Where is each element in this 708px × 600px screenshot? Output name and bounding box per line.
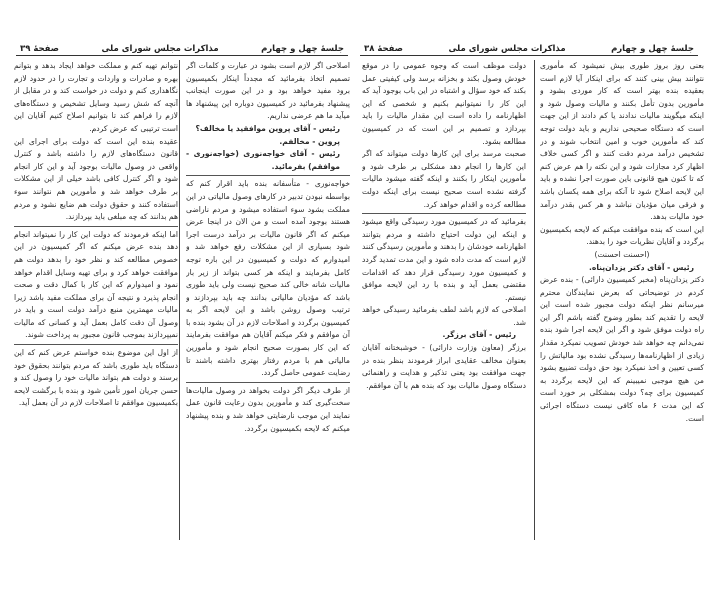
paragraph: دولت موظف است که وجوه عمومی را در موقع خودش وصول بکند و بخزانه برسد ولی کیفیتی عمل بکند که خود سؤال و اشتباه در این باب بوجود آید که این کار را نمیتوانیم بکنیم و شخصی که این اظهارنامه را داده است این مقدار مالیات را باید بپردازد و تصمیم بر این است که در کمیسیون مطالعه بشود. (362, 61, 526, 146)
paragraph: (احسنت احسنت) (594, 249, 650, 259)
page-number: صفحهٔ ۳۸ (364, 44, 403, 54)
right-page (354, 0, 708, 600)
paragraph: عقیده بنده این است که دولت برای اجرای این قانون دستگاه‌های لازم را داشته باشد و کنترل واقعی در وصول مالیات بوجود آید و این کار انجام شود و اگر کنترل کافی باشد خیلی از این مشکلات بر طرف خواهد شد و مأمورین هم نتوانند سوء استفاده کنند و حقوق دولت هم ضایع نشود و مردم هم بدانند که چه مبلغی باید بپردازند. (14, 136, 178, 222)
session-title: جلسهٔ چهل و چهارم (261, 44, 344, 54)
paragraph: این است که بنده موافقت میکنم که لایحه بکمیسیون برگردد و آقایان نظریات خود را بدهند. (540, 224, 704, 247)
section-rule (186, 175, 350, 176)
paragraph: خواجه‌نوری - متأسفانه بنده باید اقرار کنم که بواسطه نبودن تدبیر در کارهای وصول مالیاتی در این مملکت بشود سوء استفاده میشود و مردم ناراضی هستند بوجود آمده است و من الان در اینجا عرض میکنم که اگر قانون مالیات بر درآمد درست اجرا شود بسیاری از این مشکلات رفع خواهد شد و امیدوارم که دولت و کمیسیون در این باره توجه کامل بفرمایند و اینکه هر کسی بتواند از زیر بار مالیات شانه خالی کند صحیح نیست ولی باید طوری باشد که مؤدیان مالیاتی بدانند چه باید بپردازند و ترتیب وصول روشن باشد و این لایحه اگر به کمیسیون برگردد و اصلاحات لازم در آن بشود بنده با آن موافقم و فکر میکنم آقایان هم موافقت بفرمایند که این کار بصورت صحیح انجام شود و مأمورین مالیاتی هم با مردم رفتار بهتری داشته باشند تا رضایت عمومی حاصل گردد. (186, 179, 350, 378)
column-divider (179, 60, 180, 540)
paragraph: بفرمائید که در کمیسیون مورد رسیدگی واقع میشود و اینکه این دولت احتیاج داشته و مردم بتوانند اظهارنامه خودشان را بدهند و مأمورین رسیدگی کنند لازم است که مدت داده شود و این مدت تمدید گردد و کمیسیون مورد رسیدگی قرار دهد که اقدامات مقتضی بعمل آید و بنده با رد این لایحه موافق نیستم. (362, 217, 526, 302)
paragraph: اصلاحی اگر لازم است بشود در عبارت و کلمات اگر تصمیم اتخاذ بفرمائید که مجدداً اینکار بکمیسیون برود مفید خواهد بود و در این صورت اینجانب پیشنهاد بفرمائید در کمیسیون دوباره این پیشنهاد ها میآید ما هم عرضی نداریم. (186, 61, 350, 121)
speaker-line: رئیس - آقای برزگر. (442, 330, 516, 340)
text-column-right (186, 60, 350, 580)
speaker-line: رئیس - آقای خواجه‌نوری (خواجه‌نوری - موافقم) بفرمائید. (186, 149, 340, 171)
paragraph: از اول این موضوع بنده خواستم عرض کنم که این دستگاه باید طوری باشد که مردم بتوانند بحقوق خود برسند و دولت هم بتواند مالیات خود را وصول کند و حسن جریان امور تأمین شود و بنده با برگشت لایحه بکمیسیون موافقم تا اصلاحات لازم در آن بعمل آید. (14, 348, 178, 408)
section-rule (14, 344, 178, 345)
paragraph: از طرف دیگر اگر دولت بخواهد در وصول مالیات‌ها سخت‌گیری کند و مأمورین بدون رعایت قانون عمل نمایند این موجب نارضایتی خواهد شد و بنده پیشنهاد میکنم که لایحه بکمیسیون برگردد. (186, 385, 350, 433)
column-divider (534, 60, 535, 540)
paragraph: صحبت مرسد برای این کارها دولت میتواند که اگر این کارها را انجام دهد مشکلی بر طرف شود و مأمورین اینکار را بکنند و اینکه گفته میشود مالیات گرفته نشده است صحیح نیست برای اینکه دولت مطالعه کرده و اقدام خواهد کرد. (362, 149, 526, 209)
publication-title: مذاکرات مجلس شورای ملی (101, 44, 219, 54)
paragraph: نتوانم تهیه کنم و مملکت خواهد ایجاد بدهد و بتوانم بهره و صادرات و واردات و تجارت را در حدود لازم نگاهداری کنم و دولت در خواست کند و در مقابل از آنچه که شش رسید وسایل تشخیص و دستگاه‌های لازم را فراهم کند تا بتوانیم اصلاح کنیم آقایان این است ترتیبی که عرض کردم. (14, 61, 178, 133)
paragraph: برزگر (معاون وزارت دارائی) - خوشبختانه آقایان بعنوان مخالف عقایدی ابراز فرمودند بنظر بنده در جهت موافقت بود یعنی تذکیر و هدایت و راهنمائی دستگاه وصول مالیات بود که بنده هم با آن موافقم. (362, 343, 526, 390)
text-column-left (362, 60, 526, 580)
page-header (360, 40, 698, 56)
paragraph: بعنی روز بروز طوری بیش نمیشود که مأموری نتوانند بیش بینی کنند که برای اینکار آیا لازم است بعقیده بنده بهتر است که کار موردی بشود و مأمورین بدون تأمل بکنند و مالیات وصول شود و اینکه میگویند مالیات ندادند یا کم دادند از این جهت است که دستگاه صحیحی نداریم و باید دولت توجه کند که مأمورین خوب و امین انتخاب شوند و در تشخیص درآمد مردم دقت کنند و اگر کسی خلاف اظهار کرد مجازات شود و این نکته را هم عرض کنم که تا کنون هیچ قانونی باین صورت اجرا نشده و باید این لایحه اصلاح شود تا آنکه برای همه یکسان باشد و فرقی میان مؤدیان نباشد و هر کس بقدر درآمد خود مالیات بدهد. (540, 61, 704, 222)
section-rule (186, 382, 350, 383)
paragraph: اصلاحی که لازم باشد لطف بفرمائید رسیدگی خواهد شد. (362, 305, 526, 327)
publication-title: مذاکرات مجلس شورای ملی (448, 44, 566, 54)
speaker-line: رئیس - آقای پروین موافقید یا مخالف؟ (195, 123, 340, 133)
session-title: جلسهٔ چهل و چهارم (611, 44, 694, 54)
text-column-right (540, 60, 704, 580)
section-rule (362, 213, 526, 214)
page-header (16, 40, 348, 56)
section-rule (14, 226, 178, 227)
text-column-left (14, 60, 178, 580)
speaker-line: رئیس - آقای دکتر یزدان‌پناه. (588, 262, 694, 272)
paragraph: اما اینکه فرمودند که دولت این کار را نمیتواند انجام دهد بنده عرض میکنم که اگر کمیسیون در این خصوص مطالعه کند و نظر خود را بدهد دولت هم موافقت خواهد کرد و برای تهیه وسایل اقدام خواهد نمود و امیدوارم که این کار با کمال دقت و صحت انجام پذیرد و نتیجه آن برای مملکت مفید باشد زیرا مالیات مهمترین منبع درآمد دولت است و باید در وصول آن دقت کامل بعمل آید و کسانی که مالیات نمیپردازند بموجب قانون مجبور به پرداخت شوند. (14, 229, 178, 340)
paragraph: دکتر یزدان‌پناه (مخبر کمیسیون دارائی) - بنده عرض کردم در توضیحاتی که بعرض نمایندگان محترم میرسانم نظر اینکه دولت مجبور شده است این لایحه را تقدیم کند بطور وضوح گفته باشم اگر این راه دولت موفق شود و اگر این لایحه اجرا شود بنده نمی‌دانم چه خواهد شد خودش تصویب نمیکرد مقدار زیادی از اظهارنامه‌ها رسیدگی نشده بود مالیاتش را کسی تعیین و اخذ نمیکرد بود حق دولت تضییع بشود من هیچ موجبی نمیبینم که این لایحه برگردد به کمیسیون برای چه؟ دولت بمشکلی بر خورد است که این مدت ۶ ماه کافی نیست دستگاه اجرائی است. (540, 275, 704, 423)
page-number: صفحهٔ ۳۹ (20, 44, 59, 54)
speaker-line: پروین - مخالفم. (279, 136, 340, 146)
